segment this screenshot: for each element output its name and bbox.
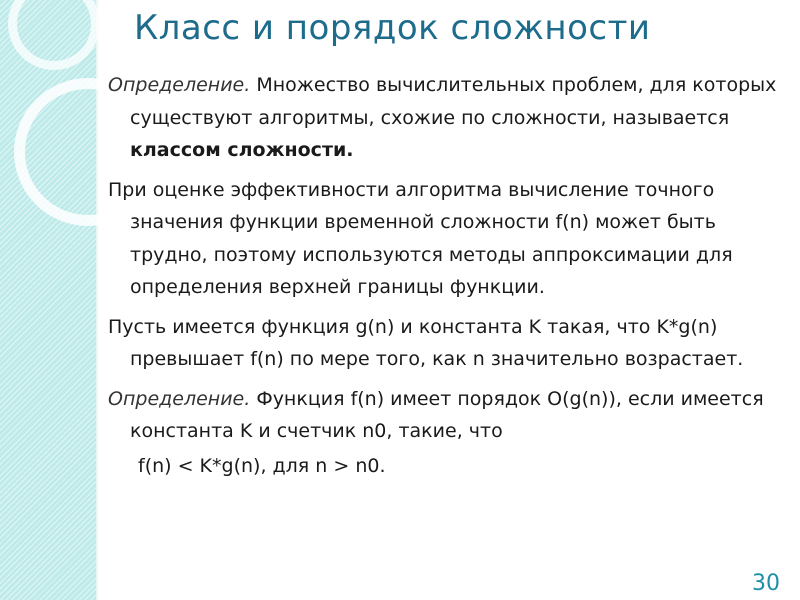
slide-body (108, 69, 780, 482)
definition-text: Множество вычислительных проблем, для которых существуют алгоритмы, схожие по сложности, называется (130, 74, 777, 129)
definition-label: Определение. (108, 387, 251, 410)
definition-complexity-class (108, 69, 780, 167)
paragraph-function-g: Пусть имеется функция g(n) и константа K такая, что K*g(n) превышает f(n) по мере того, как n значительно возрастает. (108, 315, 744, 370)
order-formula: f(n) < K*g(n), для n > n0. (138, 454, 386, 477)
definition-order (108, 383, 780, 448)
definition-order-text: Функция f(n) имеет порядок O(g(n)), если имеется константа K и счетчик n0, такие, что (130, 387, 764, 442)
page-number: 30 (752, 571, 780, 596)
paragraph-approximation: При оценке эффективности алгоритма вычисление точного значения функции временной сложности f(n) может быть трудно, поэтому используются методы аппроксимации для определения верхней границы функции. (108, 178, 733, 298)
definition-label: Определение. (108, 74, 251, 96)
complexity-class-term: классом сложности. (130, 139, 354, 161)
slide-title: Класс и порядок сложности (134, 8, 651, 48)
